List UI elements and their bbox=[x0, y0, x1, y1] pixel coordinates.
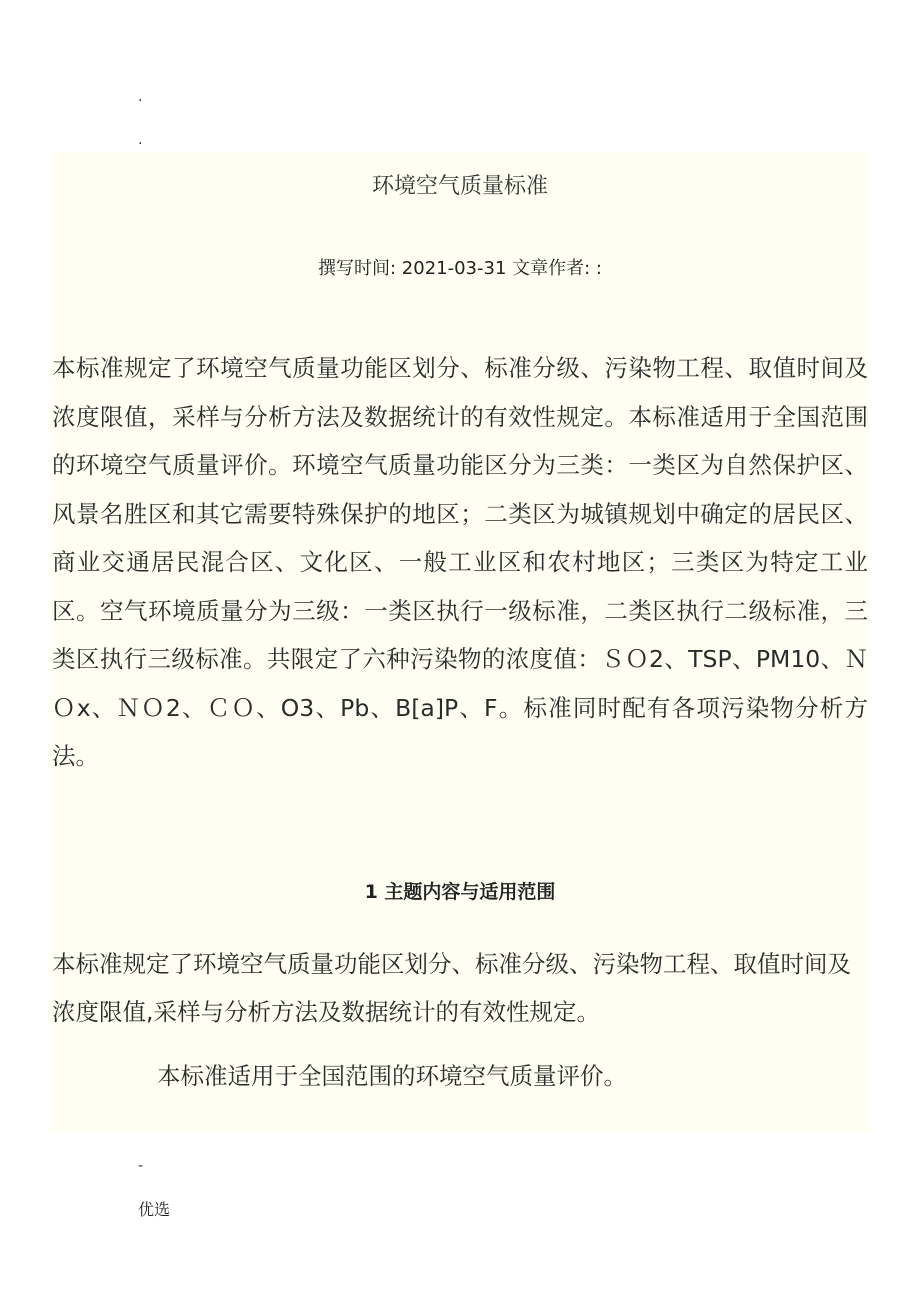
section-paragraph-1: 本标准规定了环境空气质量功能区划分、标准分级、污染物工程、取值时间及浓度限值,采样与分析方法及数据统计的有效性规定。 bbox=[52, 950, 851, 1026]
header-dot-bottom: . bbox=[138, 132, 143, 148]
section-heading: 1 主题内容与适用范围 bbox=[364, 881, 556, 903]
footer-mark: - bbox=[138, 1158, 144, 1174]
document-meta: 撰写时间: 2021-03-31 文章作者: : bbox=[318, 258, 602, 279]
footer-text: 优选 bbox=[138, 1200, 171, 1219]
abstract-paragraph: 本标准规定了环境空气质量功能区划分、标准分级、污染物工程、取值时间及浓度限值，采样与分析方法及数据统计的有效性规定。本标准适用于全国范围的环境空气质量评价。环境空气质量功能区分为三类：一类区为自然保护区、风景名胜区和其它需要特殊保护的地区；二类区为城镇规划中确定的居民区、商业交通居民混合区、文化区、一般工业区和农村地区；三类区为特定工业区。空气环境质量分为三级：一类区执行一级标准，二类区执行二级标准，三类区执行三级标准。共限定了六种污染物的浓度值：ＳＯ2、TSP、PM10、ＮＯx、ＮＯ2、ＣＯ、O3、Pb、B[a]P、F。标准同时配有各项污染物分析方法。 bbox=[52, 354, 868, 770]
document-body bbox=[50, 152, 870, 1132]
header-dot-top: . bbox=[138, 89, 143, 105]
document-title: 环境空气质量标准 bbox=[371, 174, 548, 199]
section-paragraph-2: 本标准适用于全国范围的环境空气质量评价。 bbox=[157, 1062, 627, 1090]
